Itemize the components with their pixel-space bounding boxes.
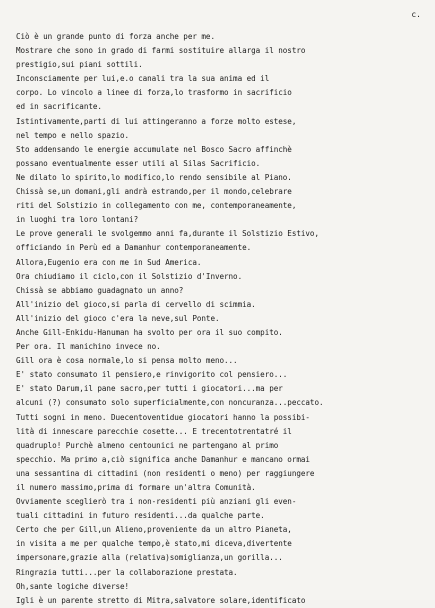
text-line: Tutti sogni in meno. Duecentoventidue giocatori hanno la possibi- — [16, 412, 310, 422]
text-line: Allora,Eugenio era con me in Sud America. — [16, 257, 202, 267]
text-line: E' stato consumato il pensiero,e rinvigorito col pensiero... — [16, 370, 288, 380]
text-line: ed in sacrificante. — [16, 102, 102, 112]
text-line: nel tempo e nello spazio. — [16, 130, 130, 140]
typed-text-body — [16, 30, 426, 608]
text-line: Ne dilato lo spirito,lo modifico,lo rendo sensibile al Piano. — [16, 172, 292, 182]
page-number: c. — [411, 10, 421, 19]
text-line: All'inizio del gioco,si parla di cervello di scimmia. — [16, 299, 256, 309]
text-line: lità di innescare parecchie cosette... E trecentotrentatré il — [16, 426, 292, 436]
text-line: prestigio,sui piani sottili. — [16, 60, 143, 70]
text-line: Le prove generali le svolgemmo anni fa,durante il Solstizio Estivo, — [16, 229, 319, 239]
text-line: All'inizio del gioco c'era la neve,sul Ponte. — [16, 313, 220, 323]
text-line: E' stato Darum,il pane sacro,per tutti i giocatori...ma per — [16, 384, 283, 394]
text-line: Istintivamente,parti di lui attingeranno a forze molto estese, — [16, 116, 297, 126]
text-line: Mostrare che sono in grado di farmi sostituire allarga il nostro — [16, 46, 306, 56]
text-line: alcuni (?) consumato solo superficialmente,con noncuranza...peccato. — [16, 398, 324, 408]
text-line: il numero massimo,prima di formare un'altra Comunità. — [16, 483, 256, 492]
text-line: possano eventualmente esser utili al Silas Sacrificio. — [16, 158, 261, 168]
text-line: tuali cittadini in futuro residenti...da qualche parte. — [16, 511, 265, 521]
text-line: Oh,sante logiche diverse! — [16, 581, 130, 591]
text-line: Ora chiudiamo il ciclo,con il Solstizio d'Inverno. — [16, 271, 243, 281]
text-line: Igli è un parente stretto di Mitra,salvatore solare,identificato — [16, 595, 306, 605]
text-line: Per ora. Il manichino invece no. — [16, 342, 161, 352]
text-line: officiando in Perù ed a Damanhur contemporaneamente. — [16, 243, 252, 253]
text-line: Gill ora è cosa normale,lo si pensa molto meno... — [16, 356, 238, 366]
text-line: Sto addensando le energie accumulate nel Bosco Sacro affinchè — [16, 144, 292, 154]
text-line: una sessantina di cittadini (non residenti o meno) per raggiungere — [16, 468, 315, 478]
text-line: Chissà se,un domani,gli andrà estrando,per il mondo,celebrare — [16, 187, 292, 197]
text-line: specchio. Ma primo a,ciò significa anche Damanhur e mancano ormai — [16, 454, 310, 464]
text-line: Anche Gill-Enkidu-Hanuman ha svolto per ora il suo compito. — [16, 327, 283, 337]
text-line: in luoghi tra loro lontani? — [16, 215, 139, 225]
text-line: Inconsciamente per lui,e.o canali tra la sua anima ed il — [16, 74, 270, 84]
text-line: Ciò è un grande punto di forza anche per me. — [16, 32, 215, 41]
text-line: quadruplo! Purchè almeno centounici ne partengano al primo — [16, 440, 279, 450]
text-line: riti del Solstizio in collegamento con me, contemporaneamente, — [16, 201, 297, 211]
text-line: corpo. Lo vincolo a linee di forza,lo trasformo in sacrificio — [16, 88, 292, 98]
text-line: impersonare,grazie alla (relativa)somiglianza,un gorilla... — [16, 553, 283, 563]
text-line: Chissà se abbiamo guadagnato un anno? — [16, 285, 184, 295]
text-line: in visita a me per qualche tempo,è stato,mi diceva,divertente — [16, 539, 292, 549]
text-line: Ovviamente sceglierò tra i non-residenti più anziani gli even- — [16, 497, 297, 507]
text-line: Ringrazia tutti...per la collaborazione prestata. — [16, 567, 238, 577]
text-line: Certo che per Gill,un Alieno,proveniente da un altro Pianeta, — [16, 525, 292, 535]
